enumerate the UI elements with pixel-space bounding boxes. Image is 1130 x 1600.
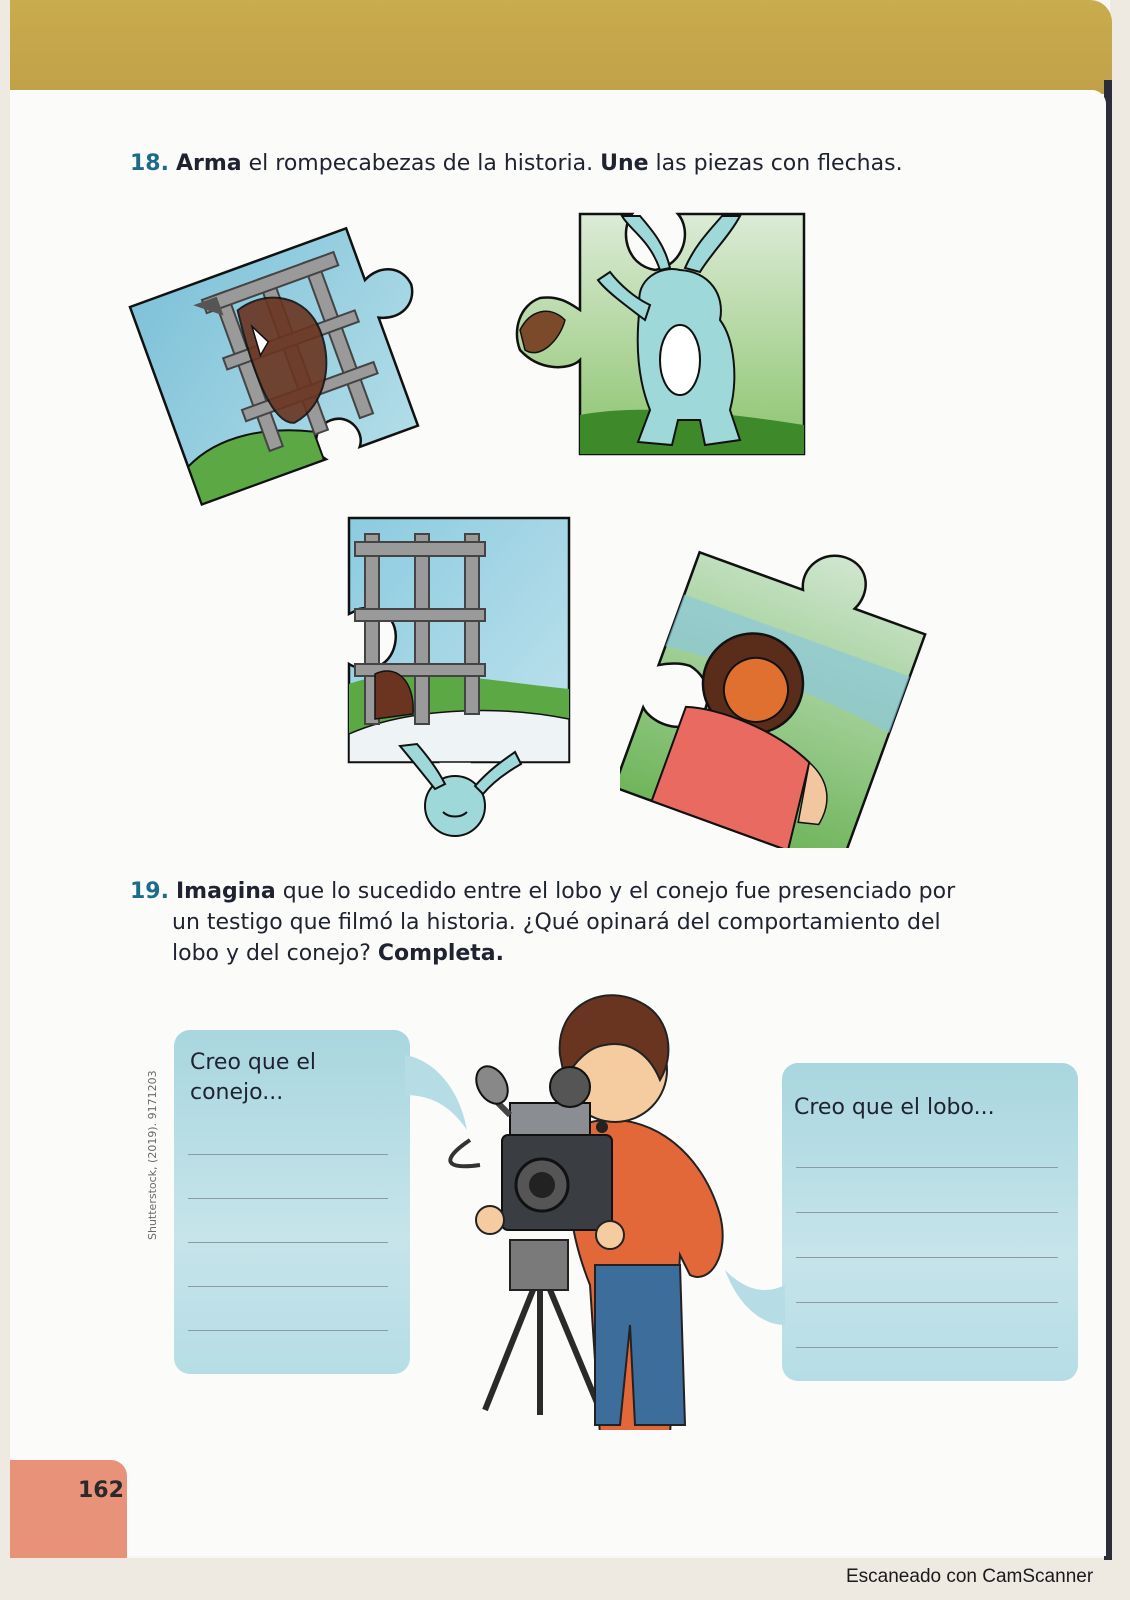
image-credit: Shutterstock, (2019). 9171203 (146, 1070, 159, 1240)
speech-bubble-wolf (782, 1063, 1078, 1381)
exercise-19-verb-imagina: Imagina (175, 879, 276, 904)
exercise-18-verb-une: Une (600, 151, 649, 176)
answer-line-rabbit-2[interactable] (188, 1198, 388, 1199)
speech-bubble-rabbit-prompt: Creo que el conejo... (190, 1050, 316, 1105)
exercise-18-text-2: las piezas con flechas. (648, 151, 903, 176)
top-color-band (10, 0, 1112, 94)
exercise-19-verb-completa: Completa. (377, 941, 505, 966)
exercise-19-text-3-wrap (130, 938, 1010, 969)
exercise-19-text-3: lobo y del conejo? (172, 941, 378, 966)
answer-line-rabbit-1[interactable] (188, 1154, 388, 1155)
page-number-tab (10, 1460, 127, 1558)
puzzle-piece-wolf-from-behind[interactable] (620, 490, 942, 848)
answer-line-rabbit-4[interactable] (188, 1286, 388, 1287)
exercise-18-instruction (130, 148, 903, 179)
scanner-watermark: Escaneado con CamScanner (846, 1566, 1094, 1587)
answer-line-wolf-2[interactable] (796, 1212, 1058, 1213)
exercise-18-text-1: el rompecabezas de la historia. (241, 151, 601, 176)
answer-line-wolf-3[interactable] (796, 1257, 1058, 1258)
puzzle-piece-cage-rabbit-head[interactable] (345, 514, 575, 846)
speech-bubble-wolf-prompt: Creo que el lobo... (794, 1095, 995, 1120)
puzzle-piece-wolf-in-cage[interactable] (125, 212, 465, 537)
exercise-19-text-1: que lo sucedido entre el lobo y el conejo fue presenciado por (275, 879, 956, 904)
answer-line-rabbit-5[interactable] (188, 1330, 388, 1331)
exercise-19-text-2: un testigo que filmó la historia. ¿Qué opinará del comportamiento del (172, 910, 941, 935)
exercise-19-number: 19. (130, 879, 169, 904)
answer-line-wolf-4[interactable] (796, 1302, 1058, 1303)
page-number: 162 (78, 1478, 124, 1503)
exercise-18-number: 18. (130, 151, 169, 176)
answer-line-rabbit-3[interactable] (188, 1242, 388, 1243)
answer-line-wolf-1[interactable] (796, 1167, 1058, 1168)
speech-bubble-rabbit (174, 1030, 410, 1374)
exercise-19-instruction (130, 876, 1010, 969)
exercise-18-verb-arma: Arma (175, 151, 242, 176)
puzzle-piece-rabbit-standing[interactable] (510, 210, 810, 460)
cameraman-illustration (430, 985, 760, 1430)
answer-line-wolf-5[interactable] (796, 1347, 1058, 1348)
